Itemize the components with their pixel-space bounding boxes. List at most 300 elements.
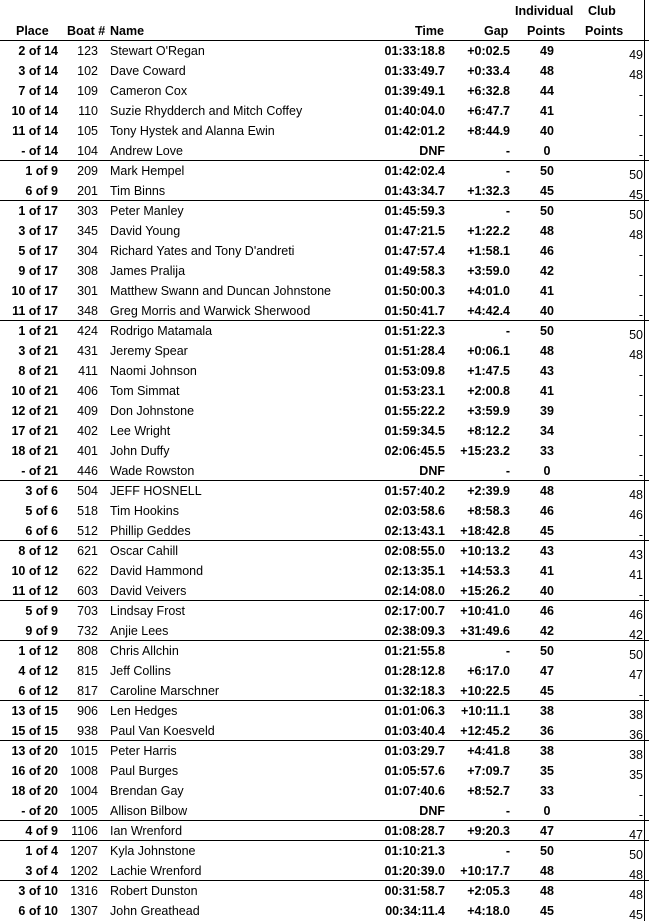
- boat-number-cell: 1307: [70, 904, 98, 918]
- club-points-cell: -: [638, 288, 643, 302]
- boat-number-cell: 424: [77, 324, 98, 338]
- table-row: [0, 101, 649, 121]
- boat-number-cell: 1015: [70, 744, 98, 758]
- table-row: [0, 880, 649, 901]
- individual-points-cell: 39: [540, 404, 554, 418]
- individual-points-cell: 50: [540, 324, 554, 338]
- club-points-cell: 42: [629, 628, 643, 642]
- table-row: [0, 521, 649, 541]
- time-cell: 01:57:40.2: [384, 484, 445, 498]
- time-cell: 01:53:23.1: [384, 384, 445, 398]
- place-cell: 6 of 9: [25, 184, 58, 198]
- place-cell: - of 21: [21, 464, 58, 478]
- time-cell: 01:01:06.3: [384, 704, 445, 718]
- club-points-cell: 50: [629, 848, 643, 862]
- place-cell: 11 of 14: [12, 124, 58, 138]
- name-cell: Paul Burges: [110, 764, 179, 778]
- boat-number-cell: 105: [77, 124, 98, 138]
- individual-points-cell: 45: [540, 684, 554, 698]
- club-points-cell: 35: [629, 768, 643, 782]
- individual-points-cell: 48: [540, 484, 554, 498]
- place-cell: 8 of 21: [18, 364, 58, 378]
- boat-number-cell: 1202: [70, 864, 98, 878]
- boat-number-cell: 1005: [70, 804, 98, 818]
- club-points-cell: -: [638, 408, 643, 422]
- gap-cell: +0:06.1: [467, 344, 510, 358]
- place-cell: 4 of 9: [25, 824, 58, 838]
- gap-cell: -: [505, 324, 510, 338]
- time-cell: 01:51:28.4: [384, 344, 445, 358]
- boat-number-cell: 406: [77, 384, 98, 398]
- place-cell: - of 20: [21, 804, 58, 818]
- gap-cell: +7:09.7: [467, 764, 510, 778]
- place-cell: 7 of 14: [18, 84, 58, 98]
- place-cell: 6 of 12: [18, 684, 58, 698]
- individual-points-cell: 43: [540, 544, 554, 558]
- time-cell: 02:13:43.1: [384, 524, 445, 538]
- place-cell: 18 of 20: [11, 784, 58, 798]
- gap-cell: -: [505, 464, 510, 478]
- table-row: [0, 181, 649, 201]
- place-cell: 3 of 6: [25, 484, 58, 498]
- name-cell: JEFF HOSNELL: [110, 484, 202, 498]
- time-cell: 02:14:08.0: [384, 584, 445, 598]
- place-cell: 15 of 15: [11, 724, 58, 738]
- name-cell: Stewart O'Regan: [110, 44, 205, 58]
- individual-points-cell: 50: [540, 204, 554, 218]
- name-cell: Len Hedges: [110, 704, 178, 718]
- club-points-cell: 48: [629, 68, 643, 82]
- boat-number-cell: 1106: [71, 824, 98, 838]
- header-gap: Gap: [484, 24, 509, 38]
- table-row: [0, 840, 649, 861]
- gap-cell: +4:42.4: [467, 304, 510, 318]
- table-row: [0, 700, 649, 721]
- club-points-cell: 46: [629, 508, 643, 522]
- club-points-cell: -: [638, 248, 643, 262]
- gap-cell: +2:00.8: [467, 384, 510, 398]
- club-points-cell: -: [638, 528, 643, 542]
- boat-number-cell: 1004: [70, 784, 98, 798]
- boat-number-cell: 104: [77, 144, 98, 158]
- individual-points-cell: 49: [540, 44, 554, 58]
- name-cell: Peter Harris: [110, 744, 177, 758]
- time-cell: 01:10:21.3: [384, 844, 445, 858]
- name-cell: David Young: [110, 224, 181, 238]
- boat-number-cell: 906: [77, 704, 98, 718]
- place-cell: 3 of 10: [18, 884, 58, 898]
- table-row: [0, 801, 649, 821]
- place-cell: 13 of 15: [11, 704, 58, 718]
- club-points-cell: -: [638, 688, 643, 702]
- name-cell: Andrew Love: [110, 144, 183, 158]
- individual-points-cell: 48: [540, 64, 554, 78]
- table-row: [0, 341, 649, 361]
- name-cell: Tom Simmat: [110, 384, 180, 398]
- time-cell: 01:45:59.3: [384, 204, 445, 218]
- table-row: [0, 740, 649, 761]
- name-cell: Caroline Marschner: [110, 684, 220, 698]
- boat-number-cell: 703: [77, 604, 98, 618]
- time-cell: 01:59:34.5: [384, 424, 445, 438]
- table-row: [0, 621, 649, 641]
- individual-points-cell: 48: [540, 344, 554, 358]
- gap-cell: +1:47.5: [467, 364, 510, 378]
- place-cell: 1 of 4: [25, 844, 58, 858]
- place-cell: - of 14: [21, 144, 58, 158]
- table-row: [0, 221, 649, 241]
- place-cell: 5 of 6: [25, 504, 58, 518]
- table-row: [0, 61, 649, 81]
- boat-number-cell: 409: [77, 404, 98, 418]
- individual-points-cell: 48: [540, 864, 554, 878]
- individual-points-cell: 42: [540, 624, 554, 638]
- club-points-cell: 45: [629, 188, 643, 202]
- gap-cell: +0:02.5: [467, 44, 510, 58]
- name-cell: Lindsay Frost: [110, 604, 186, 618]
- club-points-cell: 46: [629, 608, 643, 622]
- name-cell: Suzie Rhydderch and Mitch Coffey: [110, 104, 303, 118]
- table-row: [0, 141, 649, 161]
- boat-number-cell: 401: [77, 444, 98, 458]
- time-cell: 01:47:21.5: [384, 224, 445, 238]
- gap-cell: +31:49.6: [460, 624, 510, 638]
- place-cell: 1 of 9: [25, 164, 58, 178]
- boat-number-cell: 102: [77, 64, 98, 78]
- gap-cell: +6:17.0: [467, 664, 510, 678]
- time-cell: 01:53:09.8: [384, 364, 445, 378]
- individual-points-cell: 40: [540, 304, 554, 318]
- boat-number-cell: 1316: [70, 884, 98, 898]
- time-cell: 02:08:55.0: [384, 544, 445, 558]
- name-cell: John Greathead: [110, 904, 200, 918]
- table-row: [0, 561, 649, 581]
- boat-number-cell: 348: [77, 304, 98, 318]
- individual-points-cell: 40: [540, 124, 554, 138]
- individual-points-cell: 36: [540, 724, 554, 738]
- name-cell: Tim Hookins: [110, 504, 179, 518]
- boat-number-cell: 808: [77, 644, 98, 658]
- gap-cell: +8:58.3: [467, 504, 510, 518]
- place-cell: 3 of 17: [18, 224, 58, 238]
- name-cell: Mark Hempel: [110, 164, 185, 178]
- name-cell: Peter Manley: [110, 204, 184, 218]
- club-points-cell: 48: [629, 228, 643, 242]
- club-points-cell: -: [638, 148, 643, 162]
- individual-points-cell: 41: [540, 564, 554, 578]
- boat-number-cell: 345: [77, 224, 98, 238]
- gap-cell: +12:45.2: [460, 724, 510, 738]
- club-points-cell: -: [638, 128, 643, 142]
- individual-points-cell: 43: [540, 364, 554, 378]
- club-points-cell: 38: [629, 748, 643, 762]
- table-row: [0, 320, 649, 341]
- boat-number-cell: 123: [77, 44, 98, 58]
- gap-cell: +9:20.3: [467, 824, 510, 838]
- place-cell: 6 of 6: [25, 524, 58, 538]
- gap-cell: +1:58.1: [467, 244, 510, 258]
- boat-number-cell: 109: [77, 84, 98, 98]
- table-row: [0, 160, 649, 181]
- time-cell: 01:51:22.3: [384, 324, 445, 338]
- place-cell: 17 of 21: [11, 424, 58, 438]
- club-points-cell: -: [638, 788, 643, 802]
- place-cell: 10 of 14: [11, 104, 58, 118]
- name-cell: Tim Binns: [110, 184, 166, 198]
- individual-points-cell: 33: [540, 444, 554, 458]
- boat-number-cell: 512: [77, 524, 98, 538]
- header-name: Name: [110, 24, 145, 38]
- name-cell: Don Johnstone: [110, 404, 195, 418]
- individual-points-cell: 45: [540, 184, 554, 198]
- individual-points-cell: 46: [540, 604, 554, 618]
- boat-number-cell: 411: [78, 364, 98, 378]
- table-row: [0, 640, 649, 661]
- gap-cell: -: [505, 644, 510, 658]
- time-cell: 00:34:11.4: [385, 904, 445, 918]
- time-cell: 01:21:55.8: [384, 644, 445, 658]
- gap-cell: -: [505, 804, 510, 818]
- name-cell: Rodrigo Matamala: [110, 324, 213, 338]
- header-time: Time: [415, 24, 444, 38]
- individual-points-cell: 50: [540, 844, 554, 858]
- name-cell: Tony Hystek and Alanna Ewin: [110, 124, 275, 138]
- place-cell: 9 of 17: [18, 264, 58, 278]
- name-cell: Lachie Wrenford: [110, 864, 202, 878]
- individual-points-cell: 45: [540, 524, 554, 538]
- time-cell: 00:31:58.7: [384, 884, 445, 898]
- boat-number-cell: 402: [77, 424, 98, 438]
- place-cell: 10 of 21: [11, 384, 58, 398]
- club-points-cell: 49: [629, 48, 643, 62]
- club-points-cell: -: [638, 428, 643, 442]
- gap-cell: +15:26.2: [460, 584, 510, 598]
- name-cell: Anjie Lees: [110, 624, 169, 638]
- time-cell: 01:03:29.7: [384, 744, 445, 758]
- gap-cell: -: [505, 204, 510, 218]
- name-cell: Robert Dunston: [110, 884, 198, 898]
- name-cell: Matthew Swann and Duncan Johnstone: [110, 284, 331, 298]
- name-cell: Dave Coward: [110, 64, 186, 78]
- gap-cell: -: [505, 144, 510, 158]
- individual-points-cell: 45: [540, 904, 554, 918]
- time-cell: 02:13:35.1: [384, 564, 445, 578]
- individual-points-cell: 48: [540, 224, 554, 238]
- club-points-cell: 50: [629, 648, 643, 662]
- place-cell: 10 of 12: [11, 564, 58, 578]
- individual-points-cell: 41: [540, 104, 554, 118]
- club-points-cell: 47: [629, 668, 643, 682]
- individual-points-cell: 0: [543, 804, 551, 818]
- name-cell: Oscar Cahill: [110, 544, 179, 558]
- table-row: [0, 480, 649, 501]
- club-points-cell: 48: [629, 868, 643, 882]
- name-cell: David Veivers: [110, 584, 187, 598]
- time-cell: 01:33:49.7: [384, 64, 445, 78]
- table-row: [0, 901, 649, 921]
- individual-points-cell: 0: [543, 144, 551, 158]
- gap-cell: +8:52.7: [467, 784, 510, 798]
- name-cell: Lee Wright: [110, 424, 171, 438]
- header-individual-points: Points: [527, 24, 566, 38]
- place-cell: 1 of 17: [18, 204, 58, 218]
- table-row: [0, 401, 649, 421]
- club-points-cell: -: [638, 268, 643, 282]
- boat-number-cell: 304: [77, 244, 98, 258]
- place-cell: 9 of 9: [25, 624, 58, 638]
- boat-number-cell: 518: [77, 504, 98, 518]
- name-cell: Greg Morris and Warwick Sherwood: [110, 304, 311, 318]
- table-row: [0, 381, 649, 401]
- name-cell: Richard Yates and Tony D'andreti: [110, 244, 295, 258]
- time-cell: 02:06:45.5: [384, 444, 445, 458]
- individual-points-cell: 50: [540, 644, 554, 658]
- name-cell: Phillip Geddes: [110, 524, 191, 538]
- club-points-cell: -: [638, 388, 643, 402]
- boat-number-cell: 504: [77, 484, 98, 498]
- boat-number-cell: 209: [77, 164, 98, 178]
- time-cell: 02:17:00.7: [384, 604, 445, 618]
- table-row: [0, 200, 649, 221]
- gap-cell: +1:22.2: [467, 224, 510, 238]
- gap-cell: +8:12.2: [467, 424, 510, 438]
- club-points-cell: 48: [629, 888, 643, 902]
- individual-points-cell: 48: [540, 884, 554, 898]
- time-cell: DNF: [419, 464, 445, 478]
- gap-cell: +18:42.8: [460, 524, 510, 538]
- name-cell: Chris Allchin: [110, 644, 179, 658]
- gap-cell: +6:32.8: [467, 84, 510, 98]
- club-points-cell: 48: [629, 488, 643, 502]
- table-row: [0, 721, 649, 741]
- table-row: [0, 600, 649, 621]
- table-row: [0, 501, 649, 521]
- boat-number-cell: 1207: [70, 844, 98, 858]
- club-points-cell: 48: [629, 348, 643, 362]
- boat-number-cell: 110: [78, 104, 98, 118]
- gap-cell: +2:39.9: [467, 484, 510, 498]
- individual-points-cell: 41: [540, 284, 554, 298]
- time-cell: 01:07:40.6: [384, 784, 445, 798]
- individual-points-cell: 46: [540, 504, 554, 518]
- time-cell: 01:28:12.8: [384, 664, 445, 678]
- club-points-cell: -: [638, 468, 643, 482]
- header-row: [0, 0, 649, 41]
- table-row: [0, 661, 649, 681]
- time-cell: 01:42:01.2: [384, 124, 445, 138]
- individual-points-cell: 47: [540, 664, 554, 678]
- time-cell: 01:08:28.7: [384, 824, 445, 838]
- time-cell: 01:20:39.0: [384, 864, 445, 878]
- gap-cell: +4:01.0: [467, 284, 510, 298]
- club-points-cell: -: [638, 588, 643, 602]
- table-row: [0, 81, 649, 101]
- gap-cell: +10:13.2: [460, 544, 510, 558]
- name-cell: Cameron Cox: [110, 84, 188, 98]
- place-cell: 12 of 21: [11, 404, 58, 418]
- gap-cell: +6:47.7: [467, 104, 510, 118]
- place-cell: 3 of 4: [25, 864, 58, 878]
- time-cell: 02:38:09.3: [384, 624, 445, 638]
- individual-points-cell: 44: [540, 84, 554, 98]
- gap-cell: +10:11.1: [460, 704, 510, 718]
- club-points-cell: 41: [629, 568, 643, 582]
- place-cell: 6 of 10: [18, 904, 58, 918]
- individual-points-cell: 50: [540, 164, 554, 178]
- club-points-cell: 45: [629, 908, 643, 922]
- header-boat: Boat #: [67, 24, 106, 38]
- table-row: [0, 540, 649, 561]
- gap-cell: +3:59.0: [467, 264, 510, 278]
- right-border: [644, 0, 645, 921]
- place-cell: 18 of 21: [11, 444, 58, 458]
- boat-number-cell: 622: [77, 564, 98, 578]
- name-cell: John Duffy: [110, 444, 170, 458]
- name-cell: Kyla Johnstone: [110, 844, 196, 858]
- gap-cell: +15:23.2: [460, 444, 510, 458]
- name-cell: Paul Van Koesveld: [110, 724, 215, 738]
- table-row: [0, 761, 649, 781]
- place-cell: 13 of 20: [11, 744, 58, 758]
- place-cell: 11 of 12: [12, 584, 58, 598]
- table-row: [0, 781, 649, 801]
- boat-number-cell: 621: [77, 544, 98, 558]
- club-points-cell: 50: [629, 328, 643, 342]
- time-cell: 01:32:18.3: [384, 684, 445, 698]
- club-points-cell: -: [638, 808, 643, 822]
- table-row: [0, 301, 649, 321]
- header-club-points: Points: [585, 24, 624, 38]
- name-cell: Wade Rowston: [110, 464, 195, 478]
- table-row: [0, 121, 649, 141]
- table-row: [0, 441, 649, 461]
- place-cell: 3 of 21: [18, 344, 58, 358]
- individual-points-cell: 34: [540, 424, 554, 438]
- name-cell: Ian Wrenford: [110, 824, 183, 838]
- club-points-cell: -: [638, 308, 643, 322]
- place-cell: 1 of 12: [18, 644, 58, 658]
- place-cell: 5 of 9: [25, 604, 58, 618]
- table-row: [0, 361, 649, 381]
- name-cell: Brendan Gay: [110, 784, 184, 798]
- time-cell: 01:55:22.2: [384, 404, 445, 418]
- place-cell: 11 of 17: [12, 304, 58, 318]
- boat-number-cell: 303: [77, 204, 98, 218]
- gap-cell: +0:33.4: [467, 64, 510, 78]
- table-row: [0, 421, 649, 441]
- boat-number-cell: 1008: [70, 764, 98, 778]
- gap-cell: +4:41.8: [467, 744, 510, 758]
- gap-cell: +10:41.0: [460, 604, 510, 618]
- club-points-cell: 47: [629, 828, 643, 842]
- individual-points-cell: 42: [540, 264, 554, 278]
- time-cell: 01:39:49.1: [384, 84, 445, 98]
- header-place: Place: [16, 24, 49, 38]
- time-cell: 01:50:41.7: [384, 304, 445, 318]
- place-cell: 16 of 20: [11, 764, 58, 778]
- individual-points-cell: 40: [540, 584, 554, 598]
- gap-cell: +1:32.3: [467, 184, 510, 198]
- place-cell: 10 of 17: [11, 284, 58, 298]
- boat-number-cell: 603: [77, 584, 98, 598]
- header-individual: Individual: [515, 4, 574, 18]
- name-cell: James Pralija: [110, 264, 186, 278]
- individual-points-cell: 38: [540, 704, 554, 718]
- time-cell: 01:49:58.3: [384, 264, 445, 278]
- gap-cell: +10:17.7: [460, 864, 510, 878]
- individual-points-cell: 38: [540, 744, 554, 758]
- table-row: [0, 820, 649, 841]
